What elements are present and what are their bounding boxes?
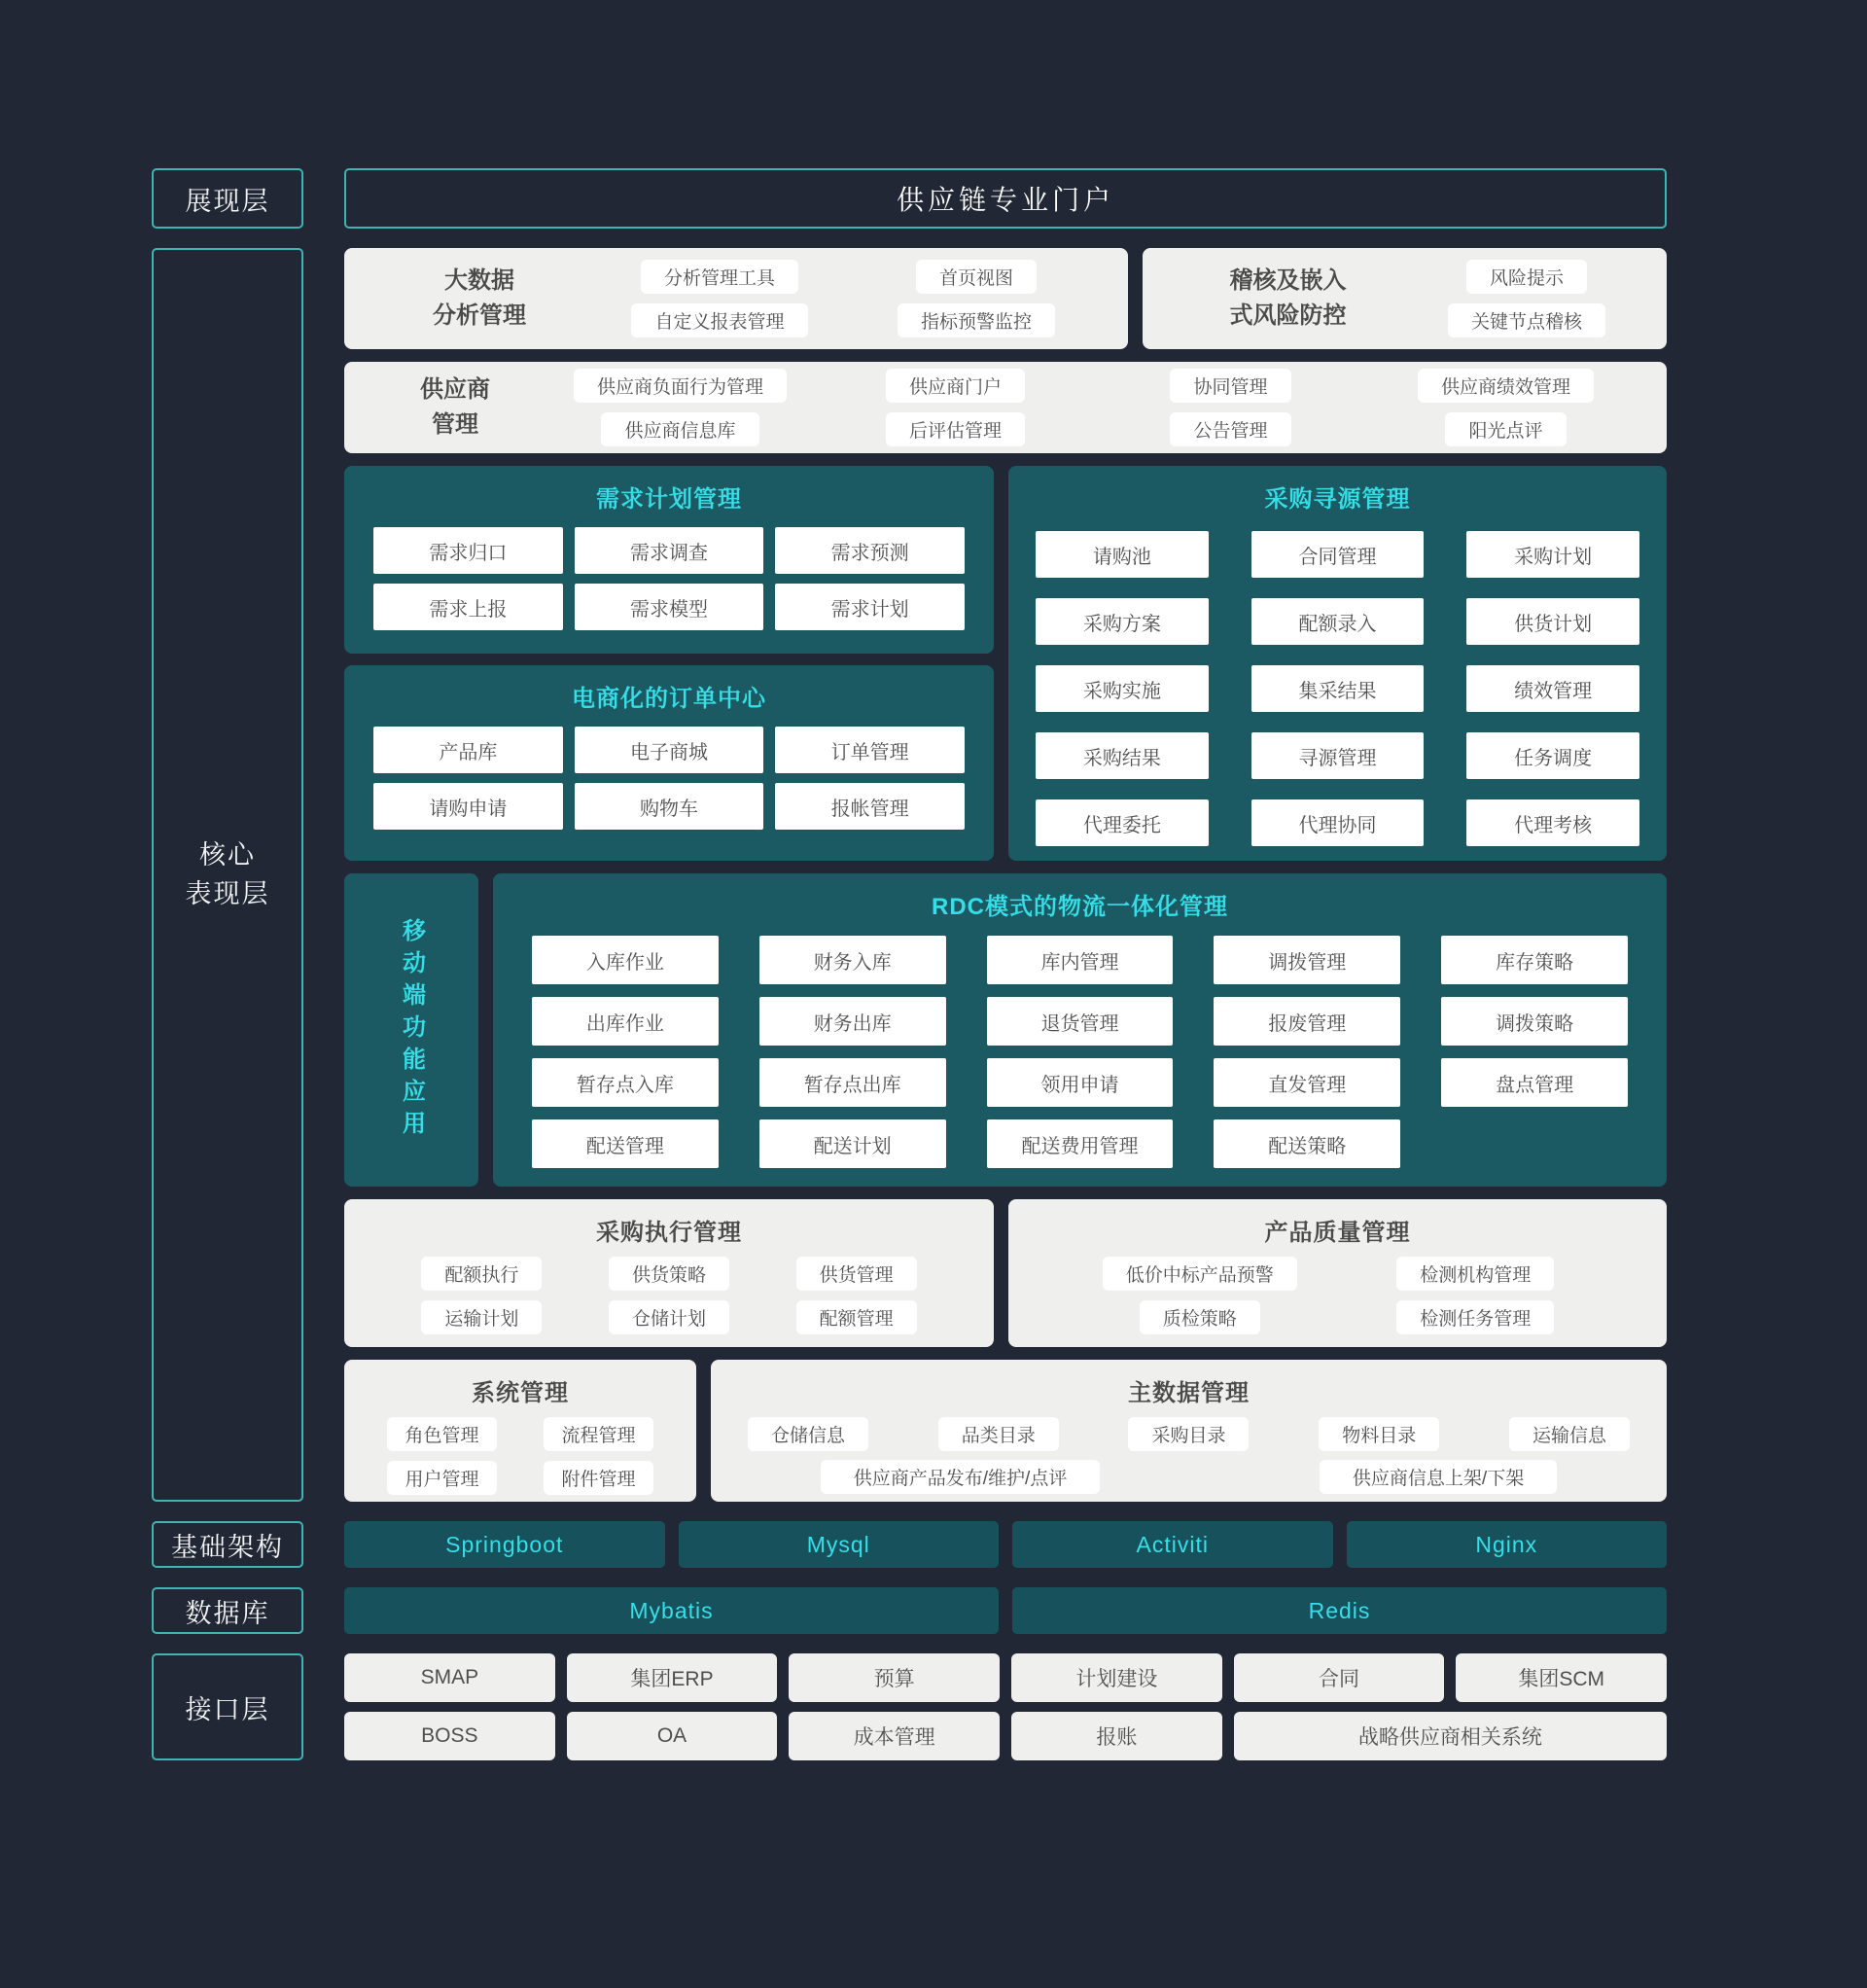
feature-chip: 仓储计划 <box>609 1300 729 1334</box>
system-management-block <box>344 1360 696 1502</box>
system-masterdata-row <box>344 1360 1667 1502</box>
analysis-audit-row <box>344 248 1667 349</box>
master-data-row1 <box>711 1417 1667 1451</box>
layer-label-core <box>152 248 303 1502</box>
feature-chip: 供应商负面行为管理 <box>574 369 787 403</box>
module-button: 采购方案 <box>1036 598 1209 645</box>
external-system-box: 预算 <box>789 1653 1000 1702</box>
bigdata-feature-columns <box>591 260 1105 337</box>
feature-chip: 质检策略 <box>1140 1300 1260 1334</box>
feature-chip: 分析管理工具 <box>641 260 798 294</box>
feature-chip: 仓储信息 <box>748 1417 868 1451</box>
product-quality-title: 产品质量管理 <box>1264 1220 1411 1246</box>
module-button: 配送管理 <box>532 1119 719 1168</box>
feature-chip: 关键节点稽核 <box>1448 303 1605 337</box>
feature-chip: 流程管理 <box>544 1417 652 1451</box>
bigdata-analysis-block <box>344 248 1128 349</box>
module-button: 配额录入 <box>1251 598 1425 645</box>
bigdata-title-line2: 分析管理 <box>433 302 526 329</box>
system-management-grid <box>344 1417 696 1495</box>
module-button: 请购申请 <box>373 783 563 830</box>
feature-chip: 供货管理 <box>796 1257 917 1291</box>
interface-layer-content <box>344 1653 1667 1760</box>
rdc-logistics-grid <box>493 921 1667 1168</box>
procurement-execution-title: 采购执行管理 <box>596 1220 742 1246</box>
feature-chip: 供应商门户 <box>886 369 1025 403</box>
master-data-row2 <box>711 1460 1667 1494</box>
feature-chip: 物料目录 <box>1319 1417 1439 1451</box>
module-button: 配送策略 <box>1214 1119 1400 1168</box>
module-button: 调拨管理 <box>1214 936 1400 984</box>
bigdata-analysis-title <box>368 264 591 334</box>
feature-chip: 附件管理 <box>544 1461 652 1495</box>
supplier-feature-col3 <box>1093 369 1368 446</box>
module-button: 供货计划 <box>1466 598 1639 645</box>
external-system-box: 集团ERP <box>567 1653 778 1702</box>
module-button: 采购计划 <box>1466 531 1639 578</box>
module-button: 财务出库 <box>759 997 946 1046</box>
feature-chip: 低价中标产品预警 <box>1103 1257 1297 1291</box>
external-system-box: BOSS <box>344 1712 555 1760</box>
feature-chip: 供应商绩效管理 <box>1418 369 1594 403</box>
module-button: 采购结果 <box>1036 732 1209 779</box>
module-button: 财务入库 <box>759 936 946 984</box>
system-management-title: 系统管理 <box>472 1380 569 1406</box>
module-button: 订单管理 <box>775 727 965 773</box>
layer-label-infrastructure: 基础架构 <box>152 1521 303 1568</box>
module-button: 直发管理 <box>1214 1058 1400 1107</box>
tech-bar: Activiti <box>1012 1521 1333 1568</box>
architecture-diagram <box>152 168 1667 1760</box>
execution-quality-row <box>344 1199 1667 1347</box>
supplier-management-block <box>344 362 1667 453</box>
demand-sourcing-row <box>344 466 1667 861</box>
feature-chip: 风险提示 <box>1466 260 1587 294</box>
audit-risk-block <box>1143 248 1667 349</box>
database-bars <box>344 1587 1667 1634</box>
layer-label-presentation: 展现层 <box>152 168 303 229</box>
module-button: 领用申请 <box>987 1058 1174 1107</box>
sourcing-title: 采购寻源管理 <box>1264 486 1411 513</box>
feature-chip: 运输计划 <box>421 1300 542 1334</box>
order-center-title: 电商化的订单中心 <box>572 686 766 712</box>
tech-bar: Redis <box>1012 1587 1667 1634</box>
module-button: 报废管理 <box>1214 997 1400 1046</box>
supplier-feature-col4 <box>1368 369 1643 446</box>
supplier-title <box>368 373 543 443</box>
feature-chip: 运输信息 <box>1509 1417 1630 1451</box>
external-system-box: 合同 <box>1234 1653 1445 1702</box>
product-quality-block <box>1008 1199 1667 1347</box>
feature-chip: 阳光点评 <box>1445 412 1566 446</box>
supplier-feature-col2 <box>818 369 1093 446</box>
bigdata-feature-col1 <box>591 260 848 337</box>
audit-risk-title <box>1166 264 1410 334</box>
demand-plan-grid <box>344 514 994 630</box>
external-system-box: 成本管理 <box>789 1712 1000 1760</box>
infrastructure-bars <box>344 1521 1667 1568</box>
supplier-title-line1: 供应商 <box>420 376 490 403</box>
feature-chip: 自定义报表管理 <box>631 303 807 337</box>
module-button: 调拨策略 <box>1441 997 1628 1046</box>
procurement-execution-grid <box>344 1257 994 1334</box>
feature-chip: 后评估管理 <box>886 412 1025 446</box>
module-button: 代理委托 <box>1036 799 1209 846</box>
rdc-row <box>344 873 1667 1187</box>
feature-chip: 指标预警监控 <box>898 303 1055 337</box>
feature-chip: 角色管理 <box>387 1417 496 1451</box>
module-button: 出库作业 <box>532 997 719 1046</box>
audit-feature-col <box>1410 260 1643 337</box>
feature-chip: 供应商信息上架/下架 <box>1320 1460 1557 1494</box>
module-button: 需求上报 <box>373 584 563 630</box>
feature-chip: 检测机构管理 <box>1396 1257 1554 1291</box>
feature-chip: 采购目录 <box>1128 1417 1249 1451</box>
module-button: 配送计划 <box>759 1119 946 1168</box>
external-system-box: SMAP <box>344 1653 555 1702</box>
feature-chip: 用户管理 <box>387 1461 496 1495</box>
external-system-box: OA <box>567 1712 778 1760</box>
tech-bar: Nginx <box>1347 1521 1668 1568</box>
module-button: 库存策略 <box>1441 936 1628 984</box>
layer-label-interface: 接口层 <box>152 1653 303 1760</box>
module-button: 合同管理 <box>1251 531 1425 578</box>
module-button: 代理协同 <box>1251 799 1425 846</box>
feature-chip: 供应商信息库 <box>601 412 758 446</box>
tech-bar: Mybatis <box>344 1587 999 1634</box>
demand-plan-block <box>344 466 994 654</box>
demand-plan-title: 需求计划管理 <box>596 486 742 513</box>
module-button: 采购实施 <box>1036 665 1209 712</box>
module-button: 产品库 <box>373 727 563 773</box>
module-button: 需求计划 <box>775 584 965 630</box>
feature-chip: 检测任务管理 <box>1396 1300 1554 1334</box>
mobile-functions-label: 移动端功能应用 <box>398 917 425 1143</box>
feature-chip: 品类目录 <box>938 1417 1059 1451</box>
sourcing-management-block <box>1008 466 1667 861</box>
module-button: 需求预测 <box>775 527 965 574</box>
portal-banner: 供应链专业门户 <box>344 168 1667 229</box>
module-button: 入库作业 <box>532 936 719 984</box>
layer-label-core-line1: 核心 <box>199 840 256 870</box>
layer-label-core-text <box>186 836 270 912</box>
feature-chip: 配额管理 <box>796 1300 917 1334</box>
rdc-logistics-title: RDC模式的物流一体化管理 <box>932 894 1228 920</box>
feature-chip: 公告管理 <box>1170 412 1290 446</box>
module-button: 电子商城 <box>575 727 764 773</box>
bigdata-feature-col2 <box>848 260 1105 337</box>
layer-label-database: 数据库 <box>152 1587 303 1634</box>
tech-bar: Springboot <box>344 1521 665 1568</box>
feature-chip: 首页视图 <box>916 260 1037 294</box>
order-center-block <box>344 665 994 861</box>
feature-chip: 供货策略 <box>609 1257 729 1291</box>
audit-title-line2: 式风险防控 <box>1229 302 1347 329</box>
module-button: 需求归口 <box>373 527 563 574</box>
tech-bar: Mysql <box>679 1521 1000 1568</box>
bigdata-title-line1: 大数据 <box>444 267 514 294</box>
supplier-title-line2: 管理 <box>432 411 478 438</box>
layer-label-core-line2: 表现层 <box>185 878 270 908</box>
interface-row1 <box>344 1653 1667 1702</box>
audit-title-line1: 稽核及嵌入 <box>1229 267 1347 294</box>
rdc-logistics-block <box>493 873 1667 1187</box>
core-layer-content <box>344 248 1667 1502</box>
module-button: 盘点管理 <box>1441 1058 1628 1107</box>
module-button: 退货管理 <box>987 997 1174 1046</box>
master-data-block <box>711 1360 1667 1502</box>
module-button: 寻源管理 <box>1251 732 1425 779</box>
product-quality-grid <box>1008 1257 1667 1334</box>
module-button: 配送费用管理 <box>987 1119 1174 1168</box>
external-system-box: 战略供应商相关系统 <box>1234 1712 1667 1760</box>
module-button: 请购池 <box>1036 531 1209 578</box>
demand-order-column <box>344 466 994 861</box>
procurement-execution-block <box>344 1199 994 1347</box>
module-button: 报帐管理 <box>775 783 965 830</box>
interface-row2 <box>344 1712 1667 1760</box>
supplier-row <box>344 362 1667 453</box>
module-button: 需求调查 <box>575 527 764 574</box>
module-button: 需求模型 <box>575 584 764 630</box>
supplier-feature-col1 <box>543 369 818 446</box>
mobile-functions-block <box>344 873 478 1187</box>
module-button: 暂存点出库 <box>759 1058 946 1107</box>
order-center-grid <box>344 713 994 830</box>
feature-chip: 配额执行 <box>421 1257 542 1291</box>
external-system-box: 报账 <box>1011 1712 1222 1760</box>
sourcing-grid <box>1008 514 1667 846</box>
external-system-box: 集团SCM <box>1456 1653 1667 1702</box>
module-button: 任务调度 <box>1466 732 1639 779</box>
module-button: 集采结果 <box>1251 665 1425 712</box>
module-button: 绩效管理 <box>1466 665 1639 712</box>
master-data-title: 主数据管理 <box>1128 1380 1250 1406</box>
module-button: 代理考核 <box>1466 799 1639 846</box>
feature-chip: 供应商产品发布/维护/点评 <box>821 1460 1101 1494</box>
module-button: 购物车 <box>575 783 764 830</box>
feature-chip: 协同管理 <box>1170 369 1290 403</box>
external-system-box: 计划建设 <box>1011 1653 1222 1702</box>
module-button: 暂存点入库 <box>532 1058 719 1107</box>
module-button: 库内管理 <box>987 936 1174 984</box>
